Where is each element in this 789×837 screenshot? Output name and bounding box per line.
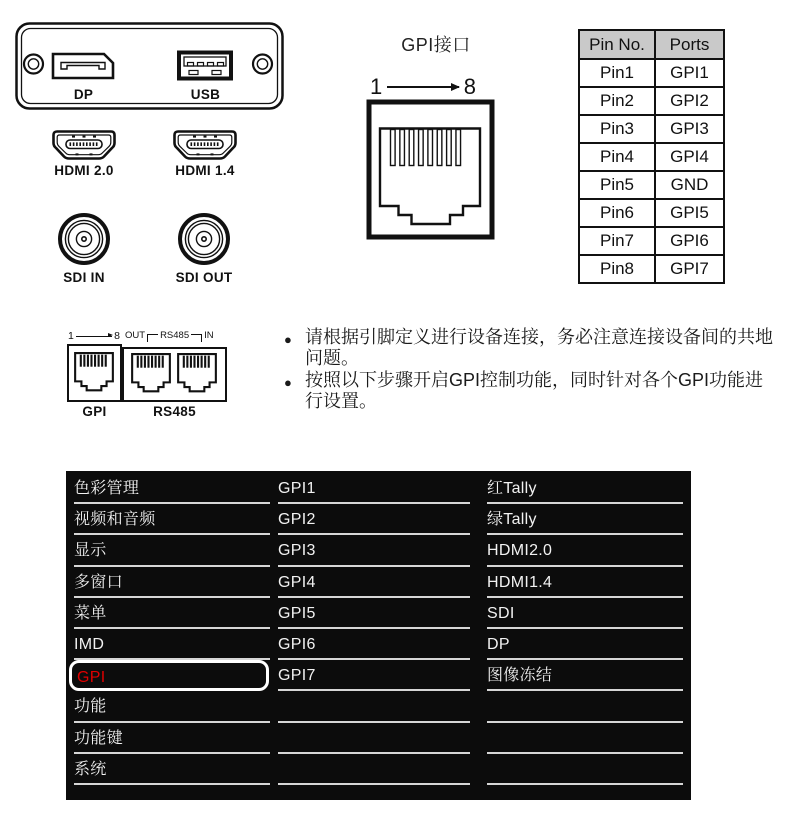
pin-order-arrow <box>370 74 476 100</box>
rs485-port-label: RS485 <box>153 404 196 419</box>
port-cell: GPI3 <box>655 115 724 143</box>
port-cell: GPI1 <box>655 59 724 87</box>
gpi-channel-empty-row <box>278 691 470 722</box>
bracket-right-icon <box>191 334 202 342</box>
ports-header: Ports <box>655 30 724 59</box>
list-item <box>284 327 776 369</box>
menu-item-function-keys[interactable]: 功能键 <box>74 723 270 754</box>
note-text: 请根据引脚定义进行设备连接，务必注意连接设备间的共地问题。 <box>305 327 773 368</box>
gpi-value-item[interactable]: 绿Tally <box>487 504 683 535</box>
port-cell: GND <box>655 171 724 199</box>
menu-item-imd[interactable]: IMD <box>74 629 270 660</box>
menu-item-gpi-selected[interactable]: GPI <box>69 660 269 691</box>
hdmi2-port-label: HDMI 2.0 <box>54 163 114 178</box>
pin-no-cell: Pin3 <box>579 115 655 143</box>
table-row <box>579 255 724 283</box>
pin-no-cell: Pin2 <box>579 87 655 115</box>
arrow-right-icon <box>387 86 459 88</box>
osd-gpi-channel-column <box>278 471 470 785</box>
sdi-in-port-label: SDI IN <box>63 270 105 285</box>
pin-table-header-row <box>579 30 724 59</box>
table-row <box>579 143 724 171</box>
port-cell: GPI6 <box>655 227 724 255</box>
pin-no-cell: Pin7 <box>579 227 655 255</box>
hdmi14-port-label: HDMI 1.4 <box>175 163 235 178</box>
pin-start-number: 1 <box>370 74 383 99</box>
rj45-jack-small-icon <box>73 351 115 395</box>
gpi-value-item[interactable]: DP <box>487 629 683 660</box>
gpi-value-item[interactable]: 红Tally <box>487 473 683 504</box>
arrow-right-icon <box>76 336 112 337</box>
usb-port-icon <box>179 53 231 79</box>
gpi-channel-item[interactable]: GPI6 <box>278 629 470 660</box>
port-cell: GPI5 <box>655 199 724 227</box>
rs485-direction-labels <box>125 330 227 342</box>
hdmi2-port-icon <box>52 130 116 161</box>
port-cell: GPI7 <box>655 255 724 283</box>
menu-item-display[interactable]: 显示 <box>74 535 270 566</box>
gpi-channel-item[interactable]: GPI4 <box>278 567 470 598</box>
gpi-value-empty-row <box>487 723 683 754</box>
gpi-channel-empty-row <box>278 723 470 754</box>
gpi-connector-title: GPI接口 <box>401 35 471 55</box>
table-row <box>579 199 724 227</box>
sdi-out-port-icon <box>177 212 231 266</box>
pin-no-cell: Pin5 <box>579 171 655 199</box>
rj45-jack-icon <box>366 99 495 240</box>
pin-end-number: 8 <box>114 330 120 342</box>
table-row <box>579 59 724 87</box>
pin-no-cell: Pin1 <box>579 59 655 87</box>
notes-list <box>284 327 776 413</box>
osd-menu-panel <box>66 471 691 800</box>
menu-item-color-management[interactable]: 色彩管理 <box>74 473 270 504</box>
bracket-left-icon <box>147 334 158 342</box>
pin-table <box>578 29 725 284</box>
menu-item-function[interactable]: 功能 <box>74 691 270 722</box>
bullet-icon: ● <box>284 375 292 390</box>
pin-no-header: Pin No. <box>579 30 655 59</box>
sdi-in-port-icon <box>57 212 111 266</box>
gpi-channel-item[interactable]: GPI2 <box>278 504 470 535</box>
usb-port-label: USB <box>190 87 221 102</box>
rs485-port-box <box>122 347 227 402</box>
note-text: 按照以下步骤开启GPI控制功能，同时针对各个GPI功能进行设置。 <box>305 370 764 411</box>
gpi-channel-item[interactable]: GPI3 <box>278 535 470 566</box>
pin-no-cell: Pin4 <box>579 143 655 171</box>
sdi-out-port-label: SDI OUT <box>175 270 233 285</box>
osd-menu-categories <box>74 471 270 785</box>
gpi-value-item[interactable]: HDMI1.4 <box>487 567 683 598</box>
gpi-port-label: GPI <box>82 404 107 419</box>
hdmi14-port-icon <box>173 130 237 161</box>
osd-gpi-value-column <box>487 471 683 785</box>
port-cell: GPI2 <box>655 87 724 115</box>
rs485-in-label: IN <box>204 330 214 341</box>
gpi-value-empty-row <box>487 754 683 785</box>
gpi-channel-item[interactable]: GPI1 <box>278 473 470 504</box>
gpi-channel-item[interactable]: GPI7 <box>278 660 470 691</box>
gpi-pin-order-arrow <box>68 330 120 342</box>
menu-item-multiwindow[interactable]: 多窗口 <box>74 567 270 598</box>
gpi-value-item[interactable]: 图像冻结 <box>487 660 683 691</box>
pin-start-number: 1 <box>68 330 74 342</box>
menu-item-video-audio[interactable]: 视频和音频 <box>74 504 270 535</box>
rs485-bracket-label: RS485 <box>160 330 190 341</box>
menu-item-menu[interactable]: 菜单 <box>74 598 270 629</box>
port-cell: GPI4 <box>655 143 724 171</box>
dp-port-label: DP <box>73 87 94 102</box>
pin-no-cell: Pin8 <box>579 255 655 283</box>
rj45-jack-small-icon <box>130 352 172 396</box>
table-row <box>579 87 724 115</box>
rj45-jack-small-icon <box>176 352 218 396</box>
table-row <box>579 115 724 143</box>
gpi-value-empty-row <box>487 691 683 722</box>
menu-item-system[interactable]: 系统 <box>74 754 270 785</box>
dp-port-icon <box>53 54 113 78</box>
gpi-port-box <box>67 344 122 402</box>
pin-no-cell: Pin6 <box>579 199 655 227</box>
table-row <box>579 227 724 255</box>
gpi-channel-empty-row <box>278 754 470 785</box>
bullet-icon: ● <box>284 332 292 347</box>
gpi-channel-item[interactable]: GPI5 <box>278 598 470 629</box>
rs485-out-label: OUT <box>125 330 146 341</box>
gpi-value-item[interactable]: HDMI2.0 <box>487 535 683 566</box>
list-item <box>284 370 776 412</box>
pin-end-number: 8 <box>463 74 476 99</box>
gpi-value-item[interactable]: SDI <box>487 598 683 629</box>
table-row <box>579 171 724 199</box>
